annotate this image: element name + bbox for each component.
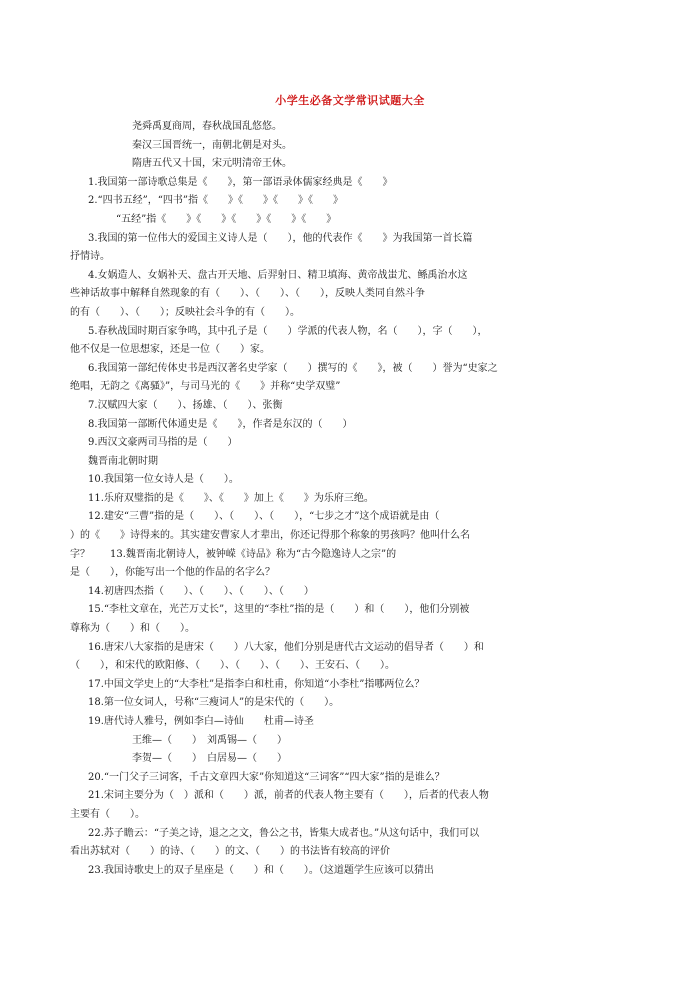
text-line: 字？ 13.魏晋南北朝诗人，被钟嵘《诗品》称为“古今隐逸诗人之宗”的 (70, 548, 397, 560)
text-line: 的有（ ）、（ ）；反映社会斗争的有（ ）。 (70, 306, 300, 318)
text-line: 10.我国第一位女诗人是（ ）。 (88, 474, 239, 486)
text-line: 8.我国第一部断代体通史是《 》，作者是东汉的（ ） (88, 418, 353, 430)
text-line: 17.中国文学史上的“大李杜”是指李白和杜甫，你知道“小李杜”指哪两位么？ (88, 678, 425, 690)
text-line: 绝唱，无韵之《离骚》”，与司马光的《 》并称“史学双璧” (70, 381, 341, 393)
text-line: 18.第一位女词人，号称“三瘦词人”的是宋代的（ ）。 (88, 697, 340, 709)
text-line: 11.乐府双璧指的是《 》、《 》加上《 》为乐府三绝。 (88, 492, 374, 504)
text-line: 3.我国的第一位伟大的爱国主义诗人是（ ），他的代表作《 》为我国第一首长篇 (88, 232, 473, 244)
text-line: 6.我国第一部纪传体史书是西汉著名史学家（ ）撰写的《 》，被（ ）誉为“史家之 (88, 362, 498, 374)
document-title: 小学生必备文学常识试题大全 (275, 94, 425, 107)
text-line: 16.唐宋八大家指的是唐宋（ ）八大家，他们分别是唐代古文运动的倡导者（ ）和 (88, 641, 484, 653)
text-line: 主要有（ ）。 (70, 808, 145, 820)
text-line: 4.女娲造人、女娲补天、盘古开天地、后羿射日、精卫填海、黄帝战蚩尤、鲧禹治水这 (88, 269, 468, 281)
text-line: ）的《 》诗得来的。其实建安曹家人才辈出，你还记得那个称象的男孩吗？他叫什么名 (70, 530, 470, 542)
text-line: 抒情诗。 (70, 251, 110, 263)
text-line: 尧舜禹夏商周，春秋战国乱悠悠。 (132, 121, 282, 132)
text-line: 2.“四书五经”，“四书”指《 》《 》《 》《 》 (88, 195, 343, 207)
text-line: 21.宋词主要分为（ ）派和（ ）派，前者的代表人物主要有（ ），后者的代表人物 (88, 790, 489, 802)
text-line: 魏晋南北朝时期 (88, 455, 158, 467)
text-line: 15.“李杜文章在，光芒万丈长”，这里的“李杜”指的是（ ）和（ ），他们分别被 (88, 604, 470, 616)
text-line: 尊称为（ ）和（ ）。 (70, 623, 195, 635)
text-line: 12.建安“三曹”指的是（ ）、（ ）、（ ），“七步之才”这个成语就是由（ (88, 511, 440, 523)
text-line: 19.唐代诗人雅号，例如李白—诗仙 杜甫—诗圣 (88, 716, 314, 727)
text-line: 王维—（ ） 刘禹锡—（ ） (132, 734, 287, 746)
document-body (70, 118, 630, 880)
text-line: 些神话故事中解释自然现象的有（ ）、（ ）、（ ），反映人类同自然斗争 (70, 288, 425, 300)
text-line: 隋唐五代又十国，宋元明清帝王休。 (132, 158, 292, 170)
text-line: 20.“一门父子三词客，千古文章四大家”你知道这“三词客”“四大家”指的是谁么？ (88, 771, 445, 783)
text-line: 是（ ），你能写出一个他的作品的名字么？ (70, 567, 275, 579)
text-line: 秦汉三国晋统一，南朝北朝是对头。 (132, 139, 292, 151)
text-line: （ ），和宋代的欧阳修、（ ）、（ ）、（ ）、王安石、（ ）。 (70, 660, 395, 672)
text-line: 7.汉赋四大家（ ）、扬雄、（ ）、张衡 (88, 399, 283, 411)
text-line: 14.初唐四杰指（ ）、（ ）、（ ）、（ ） (88, 585, 314, 597)
text-line: 23.我国诗歌史上的双子星座是（ ）和（ ）。（这道题学生应该可以猜出 (88, 864, 434, 876)
text-line: 李贺—（ ） 白居易—（ ） (132, 753, 287, 765)
text-line: 5.春秋战国时期百家争鸣，其中孔子是（ ）学派的代表人物，名（ ），字（ ）， (88, 325, 488, 337)
text-line: 9.西汉文豪两司马指的是（ ） (88, 437, 238, 449)
text-line: “五经”指《 》《 》《 》《 》《 》 (116, 213, 337, 225)
text-line: 看出苏轼对（ ）的诗、（ ）的文、（ ）的书法皆有较高的评价 (70, 846, 390, 858)
text-line: 他不仅是一位思想家，还是一位（ ）家。 (70, 344, 270, 356)
text-line: 1.我国第一部诗歌总集是《 》，第一部语录体儒家经典是《 》 (88, 176, 393, 188)
text-line: 22.苏子瞻云：“子美之诗，退之之文，鲁公之书，皆集大成者也。”从这句话中，我们可以 (88, 827, 480, 839)
